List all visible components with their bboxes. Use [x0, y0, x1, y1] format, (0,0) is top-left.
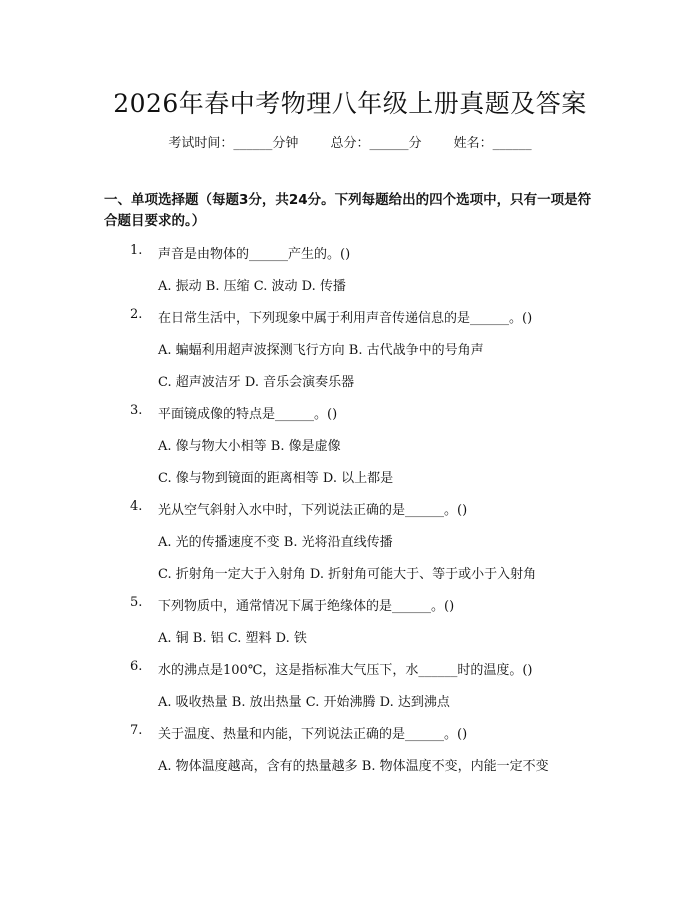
question-6: [0, 659, 700, 691]
question-number: 1.: [130, 243, 143, 258]
option-line: A. 物体温度越高，含有的热量越多 B. 物体温度不变，内能一定不变: [158, 759, 549, 774]
question-3-options: [0, 435, 700, 467]
question-2-options: [0, 339, 700, 371]
option-line: A. 吸收热量 B. 放出热量 C. 开始沸腾 D. 达到沸点: [158, 695, 450, 710]
question-stem: 声音是由物体的______产生的。(): [158, 247, 351, 262]
question-stem: 关于温度、热量和内能，下列说法正确的是______。(): [158, 727, 468, 742]
question-number: 7.: [130, 723, 143, 738]
question-stem: 在日常生活中，下列现象中属于利用声音传递信息的是______。(): [158, 311, 533, 326]
question-number: 5.: [130, 595, 143, 610]
section-heading: 一、单项选择题（每题3分，共24分。下列每题给出的四个选项中，只有一项是符合题目要求的。）: [104, 192, 592, 229]
option-line: C. 像与物到镜面的距离相等 D. 以上都是: [158, 471, 394, 486]
exam-score: 总分：______分: [330, 136, 422, 151]
question-1: [0, 243, 700, 275]
exam-info: [0, 132, 700, 151]
question-5: [0, 595, 700, 627]
option-line: A. 铜 B. 铝 C. 塑料 D. 铁: [158, 631, 307, 646]
exam-name: 姓名：______: [453, 136, 532, 151]
question-stem: 下列物质中，通常情况下属于绝缘体的是______。(): [158, 599, 455, 614]
question-number: 6.: [130, 659, 143, 674]
question-2: [0, 307, 700, 339]
question-7: [0, 723, 700, 755]
question-7-options: [0, 755, 700, 787]
question-5-options: [0, 627, 700, 659]
option-line: A. 蝙蝠利用超声波探测飞行方向 B. 古代战争中的号角声: [158, 343, 484, 358]
question-1-options: [0, 275, 700, 307]
question-stem: 平面镜成像的特点是______。(): [158, 407, 338, 422]
option-line: C. 超声波洁牙 D. 音乐会演奏乐器: [158, 375, 355, 390]
question-4-options: [0, 531, 700, 563]
question-number: 2.: [130, 307, 143, 322]
question-stem: 水的沸点是100℃，这是指标准大气压下，水______时的温度。(): [158, 663, 533, 678]
question-4: [0, 499, 700, 531]
exam-time: 考试时间：______分钟: [168, 136, 299, 151]
question-4-options: [0, 563, 700, 595]
question-3: [0, 403, 700, 435]
page-title: 2026年春中考物理八年级上册真题及答案: [113, 89, 587, 118]
option-line: C. 折射角一定大于入射角 D. 折射角可能大于、等于或小于入射角: [158, 567, 537, 582]
question-number: 3.: [130, 403, 143, 418]
question-6-options: [0, 691, 700, 723]
question-3-options: [0, 467, 700, 499]
question-number: 4.: [130, 499, 143, 514]
option-line: A. 振动 B. 压缩 C. 波动 D. 传播: [158, 279, 346, 294]
question-list: [0, 243, 700, 787]
option-line: A. 像与物大小相等 B. 像是虚像: [158, 439, 341, 454]
question-stem: 光从空气斜射入水中时，下列说法正确的是______。(): [158, 503, 468, 518]
option-line: A. 光的传播速度不变 B. 光将沿直线传播: [158, 535, 393, 550]
question-2-options: [0, 371, 700, 403]
